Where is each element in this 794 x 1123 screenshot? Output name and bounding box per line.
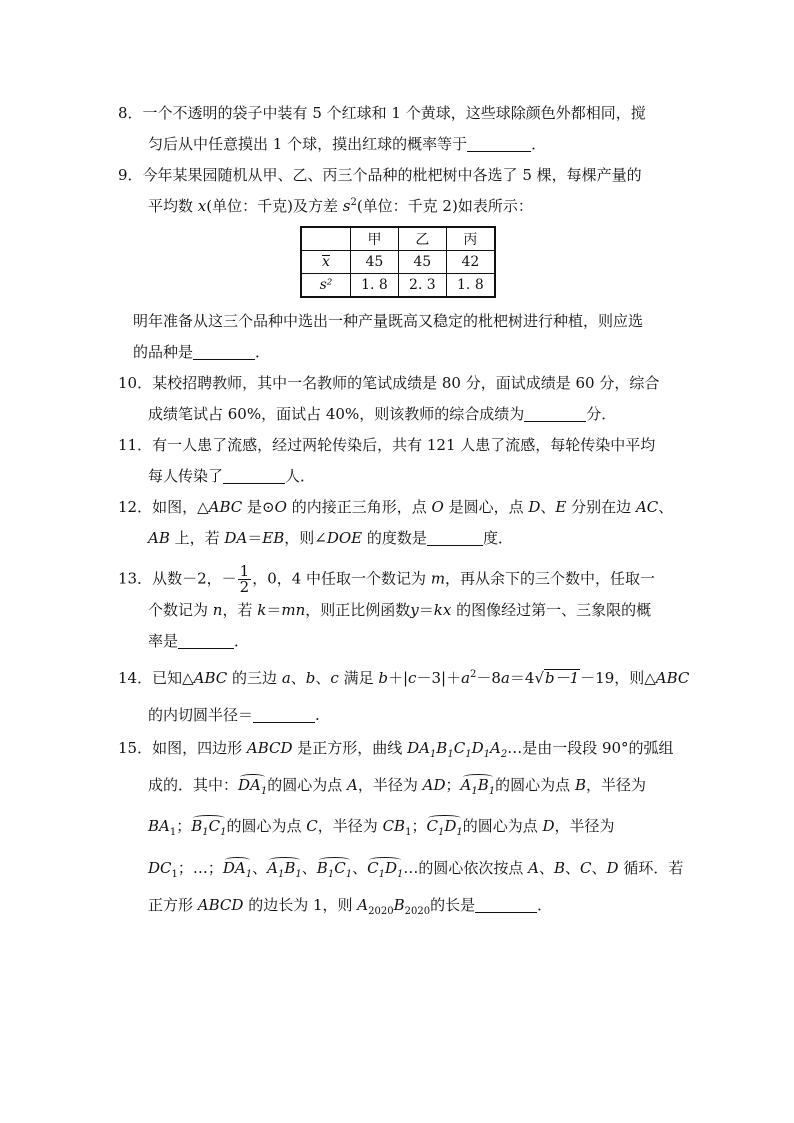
sqrt-sign: √ — [534, 669, 544, 687]
q9-line1: 9．今年某果园随机从甲、乙、丙三个品种的枇杷树中各选了 5 棵，每棵产量的 — [118, 166, 642, 184]
q12-line1: 12．如图，△ABC 是⊙O 的内接正三角形，点 O 是圆心，点 D、E 分别在边 AC、 — [118, 498, 674, 516]
q14-line1: 14．已知△ABC 的三边 a、b、c 满足 $b+|c-3|+a^2-8a=4√b-1-19$，则△ABC — [118, 669, 690, 687]
arc-A1B1: $A_1B_1$ — [460, 776, 496, 797]
arc-DA1: $DA_1$ — [238, 776, 268, 797]
answer-blank[interactable] — [467, 136, 531, 152]
variety-stats-table — [300, 226, 496, 298]
q10-line1: 10．某校招聘教师，其中一名教师的笔试成绩是 80 分，面试成绩是 60 分，综合 — [118, 374, 660, 392]
answer-blank[interactable] — [524, 406, 586, 422]
fraction: $\frac{1}{2}$ — [239, 562, 250, 596]
q15-line5: 正方形 ABCD 的边长为 1，则 $A_{2020}B_{2020}$的长是 ． — [148, 896, 553, 917]
answer-blank[interactable] — [253, 707, 315, 723]
q15-line4: $DC_1$；…；$DA_1$、$A_1B_1$、$B_1C_1$、$C_1D_1\dots$的圆心依次按点 A、B、C、D 循环．若 — [148, 859, 684, 880]
answer-blank[interactable] — [193, 344, 255, 360]
table-row: 甲 乙 丙 — [301, 227, 495, 251]
arc-B1C1: $B_1C_1$ — [191, 817, 227, 838]
q11-line2: 每人传染了 人． — [148, 467, 316, 485]
q13-line1: 13．从数－2，－ $\frac{1}{2}$ ，0，4 中任取一个数记为 m，再从余下的三个数中，任取一 — [118, 562, 656, 596]
q12-line2: AB 上，若 DA＝EB，则∠DOE 的度数是 度． — [148, 529, 513, 547]
q15-line1: 15．如图，四边形 ABCD 是正方形，曲线 $DA_1B_1C_1D_1A_2\dots$是由一段段 90°的弧组 — [118, 739, 674, 760]
table-row: s² 1. 8 2. 3 1. 8 — [301, 274, 495, 298]
q13-line2: 个数记为 n，若 k＝mn，则正比例函数y＝kx 的图像经过第一、三象限的概 — [148, 601, 652, 619]
answer-blank[interactable] — [475, 897, 537, 913]
answer-blank[interactable] — [178, 633, 234, 649]
q9-line4: 的品种是 ． — [133, 343, 271, 361]
q9-line3: 明年准备从这三个品种中选出一种产量既高又稳定的枇杷树进行种植，则应选 — [133, 312, 644, 330]
q15-line2: 成的．其中：$DA_1$的圆心为点 A，半径为 AD；$A_1B_1$的圆心为点 B，半径为 — [148, 776, 646, 797]
q8-line2: 匀后从中任意摸出 1 个球，摸出红球的概率等于 ． — [148, 135, 547, 153]
answer-blank[interactable] — [223, 468, 285, 484]
q14-line2: 的内切圆半径＝ . — [148, 706, 320, 724]
q15-line3: $BA_1$；$B_1C_1$的圆心为点 C，半径为 $CB_1$；$C_1D_1$的圆心为点 D，半径为 — [148, 817, 615, 838]
q9-line2: 平均数 x(单位：千克)及方差 $s^2$(单位：千克 2)如表所示： — [148, 197, 533, 215]
arc-C1D1: $C_1D_1$ — [426, 817, 463, 838]
q11-line1: 11．有一人患了流感，经过两轮传染后，共有 121 人患了流感，每轮传染中平均 — [118, 436, 656, 454]
q10-line2: 成绩笔试占 60%，面试占 40%，则该教师的综合成绩为 分． — [148, 405, 617, 423]
answer-blank[interactable] — [427, 530, 483, 546]
q8-line1: 8．一个不透明的袋子中装有 5 个红球和 1 个黄球，这些球除颜色外都相同，搅 — [118, 104, 646, 122]
q13-line3: 率是 ． — [148, 632, 250, 650]
table-row: x 45 45 42 — [301, 251, 495, 274]
